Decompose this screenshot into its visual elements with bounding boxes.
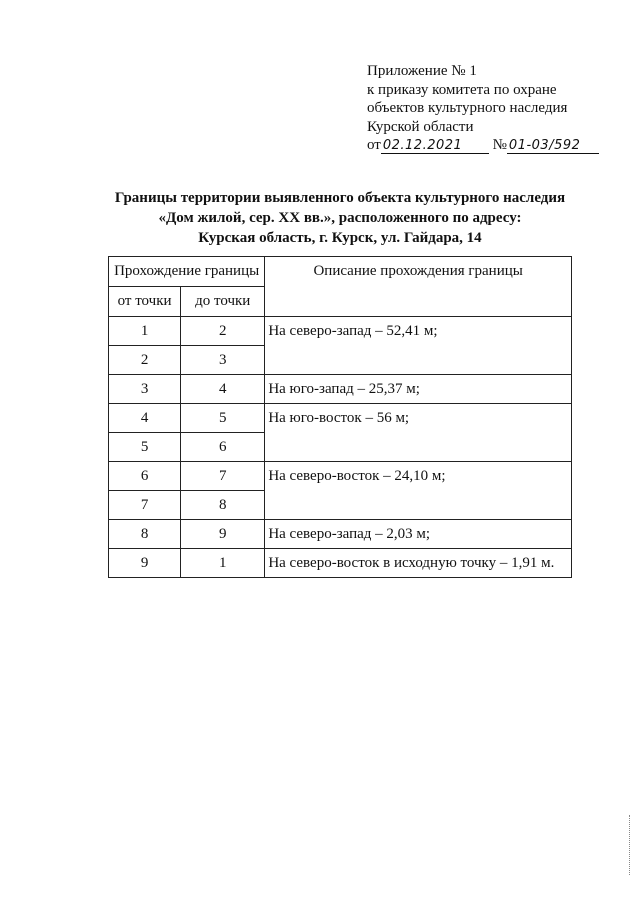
from-point-cell: 6 [109,462,181,491]
description-cell: На северо-запад – 52,41 м; [265,317,572,375]
region-line: Курской области [367,118,474,135]
to-point-cell: 1 [181,549,265,578]
to-point-cell: 9 [181,520,265,549]
to-point-cell: 5 [181,404,265,433]
description-cell: На северо-восток в исходную точку – 1,91 м. [265,549,572,578]
description-cell: На юго-запад – 25,37 м; [265,375,572,404]
table-row [109,520,572,549]
to-point-cell: 7 [181,462,265,491]
title-line-3: Курская область, г. Курск, ул. Гайдара, 14 [198,230,482,246]
date-prefix: от [367,137,381,153]
description-cell: На северо-восток – 24,10 м; [265,462,572,520]
description-cell: На юго-восток – 56 м; [265,404,572,462]
committee-line: объектов культурного наследия [367,100,568,116]
from-point-cell: 3 [109,375,181,404]
header-boundary-passage: Прохождение границы [109,257,265,287]
header-description: Описание прохождения границы [265,257,572,317]
to-point-cell: 8 [181,491,265,520]
description-cell: На северо-запад – 2,03 м; [265,520,572,549]
order-line: к приказу комитета по охране [367,81,557,98]
to-point-cell: 3 [181,346,265,375]
header-to-point: до точки [181,287,265,317]
title-line-2: «Дом жилой, сер. XX вв.», расположенного по адресу: [158,210,522,226]
boundary-table [108,256,572,578]
handwritten-number: 01-03/592 [507,139,599,154]
table-row [109,404,572,433]
from-point-cell: 7 [109,491,181,520]
table-row [109,375,572,404]
to-point-cell: 4 [181,375,265,404]
header-from-point: от точки [109,287,181,317]
table-header-row [109,257,572,287]
appendix-header [367,62,627,155]
document-title [60,188,620,248]
number-prefix: № [492,137,507,153]
from-point-cell: 8 [109,520,181,549]
title-line-1: Границы территории выявленного объекта культурного наследия [114,190,566,206]
scan-margin-marks [629,815,632,875]
date-number-line [367,136,627,155]
table-row [109,549,572,578]
from-point-cell: 2 [109,346,181,375]
to-point-cell: 6 [181,433,265,462]
from-point-cell: 5 [109,433,181,462]
handwritten-date: 02.12.2021 [381,139,489,154]
to-point-cell: 2 [181,317,265,346]
from-point-cell: 9 [109,549,181,578]
table-row [109,317,572,346]
table-row [109,462,572,491]
from-point-cell: 1 [109,317,181,346]
appendix-label: Приложение № 1 [367,63,477,79]
from-point-cell: 4 [109,404,181,433]
